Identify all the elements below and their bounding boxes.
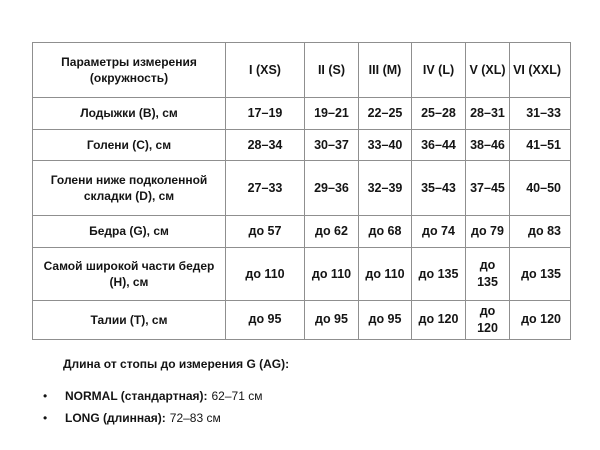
table-cell: 35–43 [412, 161, 466, 216]
table-cell: до 135 [412, 248, 466, 301]
row-header: Талии (T), см [33, 301, 226, 340]
bullet-icon: • [43, 411, 48, 425]
table-cell: до 135 [466, 248, 510, 301]
table-cell: до 95 [226, 301, 305, 340]
column-header-parameters: Параметры измерения (окружность) [33, 43, 226, 98]
table-cell: до 120 [412, 301, 466, 340]
table-cell: до 95 [359, 301, 412, 340]
size-table [32, 42, 571, 340]
length-option-label: NORMAL (стандартная): [65, 389, 208, 403]
table-row-thighs [33, 216, 571, 248]
table-cell: 32–39 [359, 161, 412, 216]
table-cell: 41–51 [510, 130, 571, 161]
table-row-calves [33, 130, 571, 161]
table-cell: 22–25 [359, 98, 412, 130]
length-note-title: Длина от стопы до измерения G (AG): [63, 357, 290, 371]
table-cell: 28–34 [226, 130, 305, 161]
column-header-size-m: III (M) [359, 43, 412, 98]
table-cell: до 62 [305, 216, 359, 248]
row-header: Голени ниже подколенной складки (D), см [33, 161, 226, 216]
length-note [0, 357, 600, 433]
length-options-list [0, 389, 600, 425]
table-cell: 17–19 [226, 98, 305, 130]
table-cell: до 110 [226, 248, 305, 301]
row-header: Лодыжки (B), см [33, 98, 226, 130]
list-item-normal [0, 389, 600, 403]
table-cell: до 68 [359, 216, 412, 248]
table-cell: 29–36 [305, 161, 359, 216]
column-header-size-xs: I (XS) [226, 43, 305, 98]
length-option-value: 62–71 см [211, 389, 263, 403]
table-row-waist [33, 301, 571, 340]
row-header: Самой широкой части бедер (H), см [33, 248, 226, 301]
table-cell: до 95 [305, 301, 359, 340]
bullet-icon: • [43, 389, 48, 403]
row-header: Бедра (G), см [33, 216, 226, 248]
column-header-size-l: IV (L) [412, 43, 466, 98]
table-cell: до 135 [510, 248, 571, 301]
length-option-value: 72–83 см [169, 411, 221, 425]
table-cell: 33–40 [359, 130, 412, 161]
table-cell: до 120 [510, 301, 571, 340]
table-cell: 28–31 [466, 98, 510, 130]
column-header-size-s: II (S) [305, 43, 359, 98]
table-cell: до 120 [466, 301, 510, 340]
table-cell: 27–33 [226, 161, 305, 216]
list-item-text [65, 411, 221, 425]
table-cell: до 110 [305, 248, 359, 301]
table-cell: до 57 [226, 216, 305, 248]
row-header: Голени (C), см [33, 130, 226, 161]
table-cell: 37–45 [466, 161, 510, 216]
column-header-size-xxl: VI (XXL) [510, 43, 571, 98]
column-header-size-xl: V (XL) [466, 43, 510, 98]
table-cell: 38–46 [466, 130, 510, 161]
table-cell: 36–44 [412, 130, 466, 161]
table-row-ankles [33, 98, 571, 130]
table-cell: до 110 [359, 248, 412, 301]
length-option-label: LONG (длинная): [65, 411, 166, 425]
table-cell: до 79 [466, 216, 510, 248]
table-row-below-knee [33, 161, 571, 216]
table-cell: 40–50 [510, 161, 571, 216]
table-cell: 30–37 [305, 130, 359, 161]
table-cell: 25–28 [412, 98, 466, 130]
list-item-text [65, 389, 262, 403]
table-row-widest-thigh [33, 248, 571, 301]
table-cell: 19–21 [305, 98, 359, 130]
list-item-long [0, 411, 600, 425]
table-header-row [33, 43, 571, 98]
table-cell: 31–33 [510, 98, 571, 130]
table-cell: до 74 [412, 216, 466, 248]
table-cell: до 83 [510, 216, 571, 248]
